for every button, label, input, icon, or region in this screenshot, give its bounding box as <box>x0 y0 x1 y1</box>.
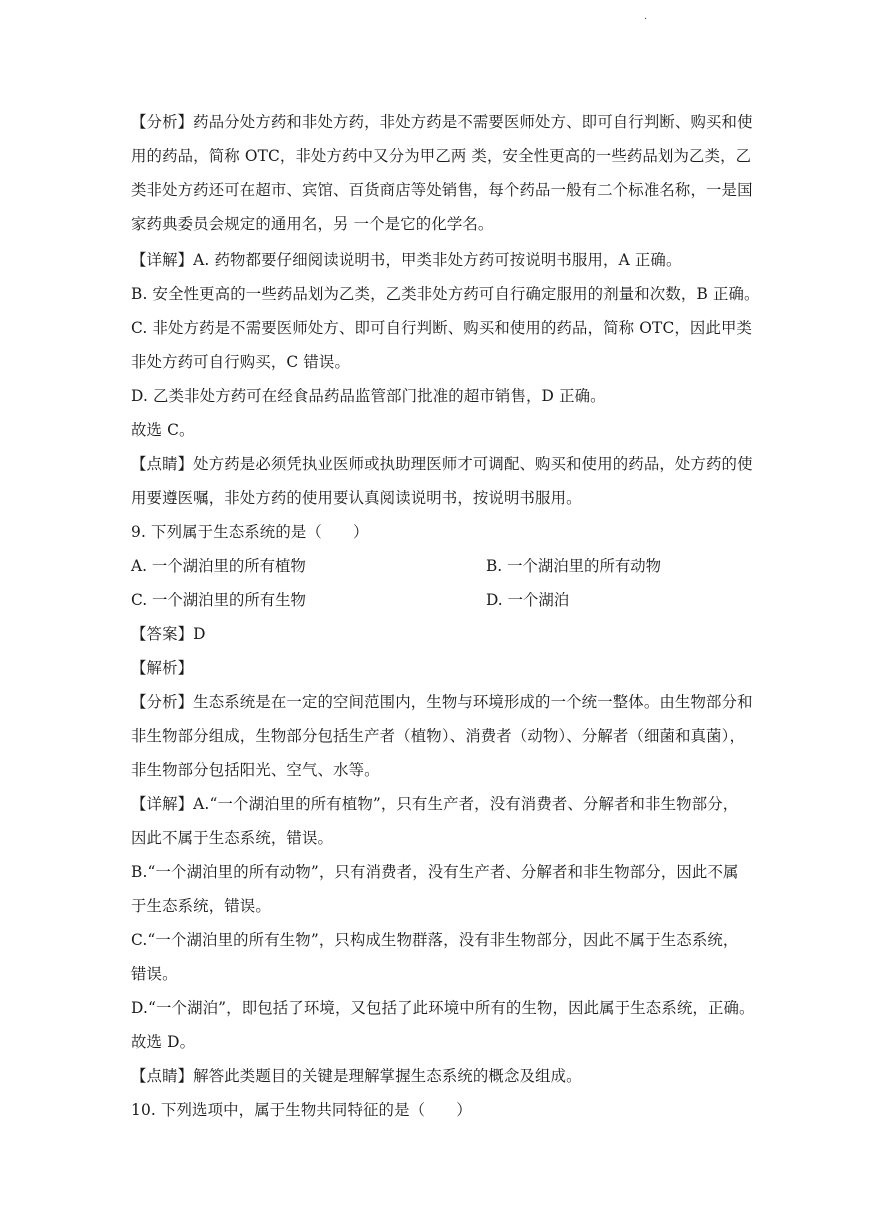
analysis2-line: 非生物部分包括阳光、空气、水等。 <box>131 761 380 779</box>
detail2-line: D.“一个湖泊”，即包括了环境，又包括了此环境中所有的生物，因此属于生态系统，正确。 <box>131 999 755 1017</box>
q9-option-c: C. 一个湖泊里的所有生物 <box>131 591 306 609</box>
comment1-line: 【点睛】处方药是必须凭执业医师或执助理医师才可调配、购买和使用的药品，处方药的使 <box>131 455 753 473</box>
detail2-line: 于生态系统，错误。 <box>131 897 271 915</box>
analysis1-line: 类非处方药还可在超市、宾馆、百货商店等处销售，每个药品一般有二个标准名称，一是国 <box>131 181 753 199</box>
header-mark: · <box>644 14 648 25</box>
detail2-line: 因此不属于生态系统，错误。 <box>131 829 334 847</box>
q9-explain-title: 【解析】 <box>131 659 194 677</box>
analysis1-line: 【分析】药品分处方药和非处方药，非处方药是不需要医师处方、即可自行判断、购买和使 <box>131 113 753 131</box>
question-9: 9. 下列属于生态系统的是（ ） <box>131 523 369 541</box>
detail2-line: 故选 D。 <box>131 1033 196 1051</box>
detail2-line: 错误。 <box>131 965 178 983</box>
detail2-line: C.“一个湖泊里的所有生物”，只构成生物群落，没有非生物部分，因此不属于生态系统， <box>131 931 739 949</box>
question-10: 10. 下列选项中，属于生物共同特征的是（ ） <box>131 1101 472 1119</box>
detail1-line: C. 非处方药是不需要医师处方、即可自行判断、购买和使用的药品，简称 OTC，因此甲类 <box>131 319 753 337</box>
detail1-line: 故选 C。 <box>131 421 195 439</box>
comment1-line: 用要遵医嘱，非处方药的使用要认真阅读说明书，按说明书服用。 <box>131 489 582 507</box>
comment2-line: 【点睛】解答此类题目的关键是理解掌握生态系统的概念及组成。 <box>131 1067 582 1085</box>
detail2-line: 【详解】A.“一个湖泊里的所有植物”，只有生产者，没有消费者、分解者和非生物部分， <box>131 795 739 813</box>
detail1-line: 非处方药可自行购买，C 错误。 <box>131 353 350 371</box>
analysis2-line: 非生物部分组成，生物部分包括生产者（植物）、消费者（动物）、分解者（细菌和真菌）， <box>131 727 746 745</box>
q9-option-a: A. 一个湖泊里的所有植物 <box>131 557 306 575</box>
detail2-line: B.“一个湖泊里的所有动物”，只有消费者，没有生产者、分解者和非生物部分，因此不属 <box>131 863 739 881</box>
analysis1-line: 用的药品，简称 OTC，非处方药中又分为甲乙两 类，安全性更高的一些药品划为乙类，乙 <box>131 147 752 165</box>
analysis2-line: 【分析】生态系统是在一定的空间范围内，生物与环境形成的一个统一整体。由生物部分和 <box>131 693 753 711</box>
analysis1-line: 家药典委员会规定的通用名，另 一个是它的化学名。 <box>131 215 494 233</box>
q9-option-d: D. 一个湖泊 <box>486 591 570 609</box>
q9-answer: 【答案】D <box>131 625 206 643</box>
q9-option-b: B. 一个湖泊里的所有动物 <box>486 557 662 575</box>
detail1-line: 【详解】A. 药物都要仔细阅读说明书，甲类非处方药可按说明书服用，A 正确。 <box>131 251 682 269</box>
detail1-line: B. 安全性更高的一些药品划为乙类，乙类非处方药可自行确定服用的剂量和次数，B 正确。 <box>131 285 760 303</box>
detail1-line: D. 乙类非处方药可在经食品药品监管部门批准的超市销售，D 正确。 <box>131 387 606 405</box>
